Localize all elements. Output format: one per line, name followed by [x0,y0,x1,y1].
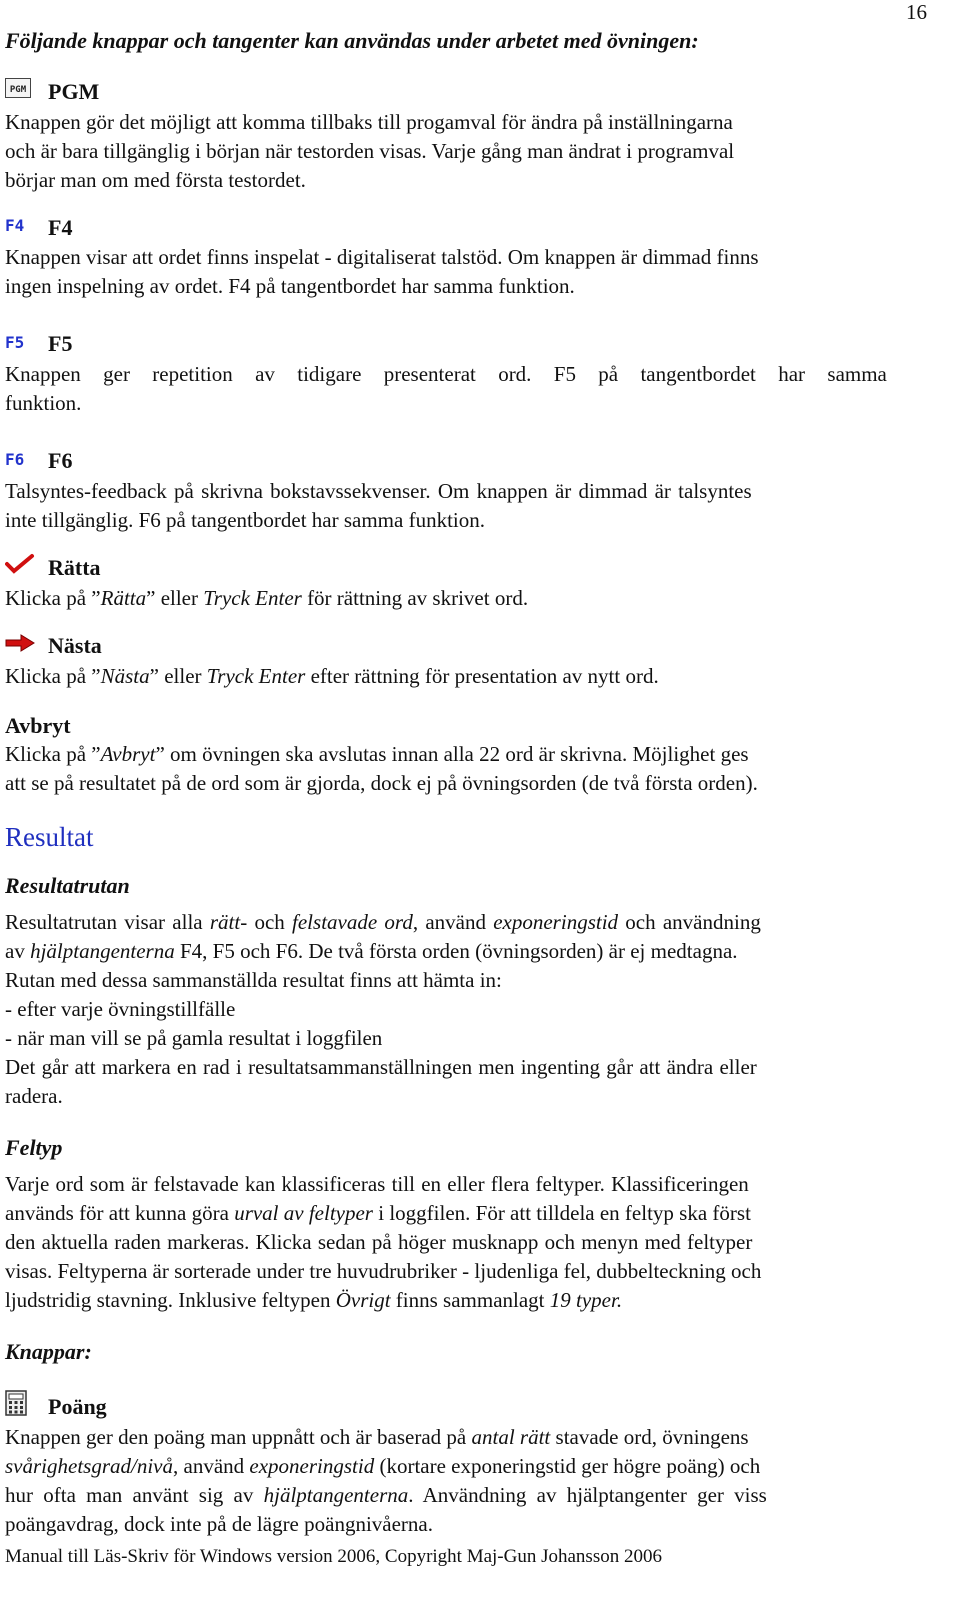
f6-title: F6 [48,448,73,473]
f5-word: samma [827,362,887,386]
f5-word: tidigare [297,362,362,386]
resultat-line-2: av hjälptangenterna F4, F5 och F6. De två första orden (övningsorden) är ej medtagna. [5,939,738,963]
nasta-c: ” eller [149,664,207,688]
f5-word: på [598,362,619,386]
avbryt-line-2: att se på resultatet på de ord som är gjorda, dock ej på övningsorden (de två första orden). [5,771,758,795]
avbryt-b: Avbryt [100,742,156,766]
resultat-line-5: - när man vill se på gamla resultat i loggfilen [5,1026,383,1050]
avbryt-line-1 [5,740,749,769]
f5-line-1 [5,360,887,389]
poang-line-4: poängavdrag, dock inte på de lägre poängnivåerna. [5,1512,433,1536]
f6-icon-text: F6 [5,450,25,468]
f4-line-2: ingen inspelning av ordet. F4 på tangentbordet har samma funktion. [5,274,575,298]
feltyp-line-4: visas. Feltyperna är sorterade under tre huvudrubriker - ljudenliga fel, dubbelteckning och [5,1259,762,1283]
page-number: 16 [906,0,927,24]
f5-title: F5 [48,331,73,356]
ratta-e: för rättning av skrivet ord. [301,586,529,610]
f5-line-2: funktion. [5,391,82,415]
nasta-line [5,662,659,691]
f5-icon-text: F5 [5,333,25,351]
resultat-heading: Resultat [5,822,94,852]
resultat-line-4: - efter varje övningstillfälle [5,997,236,1021]
ratta-d: Tryck Enter [203,586,302,610]
ratta-b: Rätta [100,586,147,610]
pgm-icon[interactable] [5,78,31,98]
page-footer: Manual till Läs-Skriv för Windows version 2006, Copyright Maj-Gun Johansson 2006 [5,1546,662,1567]
arrow-right-icon[interactable] [5,634,35,652]
f4-line-1: Knappen visar att ordet finns inspelat - digitaliserat talstöd. Om knappen är dimmad finns [5,245,759,269]
ratta-c: ” eller [146,586,204,610]
nasta-d: Tryck Enter [206,664,306,688]
poang-line-2: svårighetsgrad/nivå, använd exponeringstid (kortare exponeringstid ger högre poäng) och [5,1454,761,1478]
nasta-a: Klicka på ” [5,664,101,688]
pgm-line-2: och är bara tillgänglig i början när testorden visas. Varje gång man ändrat i programval [5,139,735,163]
checkmark-icon[interactable] [5,553,35,575]
nasta-b: Nästa [100,664,150,688]
pgm-line-3: börjar man om med första testordet. [5,168,306,192]
f5-word: F5 [553,362,576,386]
f5-word: Knappen [5,362,81,386]
resultat-line-1: Resultatrutan visar alla rätt- och felstavade ord, använd exponeringstid och användning [5,910,761,934]
feltyp-line-5: ljudstridig stavning. Inklusive feltypen Övrigt finns sammanlagt 19 typer. [5,1288,623,1312]
f5-word: tangentbordet [640,362,756,386]
avbryt-c: ” om övningen ska avslutas innan alla 22 ord är skrivna. Möjlighet ges [155,742,749,766]
f5-word: ger [103,362,130,386]
f5-word: presenterat [383,362,476,386]
intro-heading: Följande knappar och tangenter kan användas under arbetet med övningen: [5,28,699,53]
feltyp-line-3: den aktuella raden markeras. Klicka sedan på höger musknapp och menyn med feltyper [5,1230,753,1254]
feltyp-line-2: används för att kunna göra urval av feltyper i loggfilen. För att tilldela en feltyp ska först [5,1201,751,1225]
pgm-icon-text: PGM [9,85,27,95]
nasta-title: Nästa [48,633,102,658]
resultatrutan-subheading: Resultatrutan [5,873,130,898]
f4-icon[interactable] [5,216,35,234]
f5-icon[interactable] [5,333,35,351]
avbryt-title: Avbryt [5,713,71,738]
avbryt-a: Klicka på ” [5,742,101,766]
f5-word: av [255,362,275,386]
feltyp-subheading: Feltyp [5,1135,63,1160]
f6-line-2: inte tillgänglig. F6 på tangentbordet har samma funktion. [5,508,485,532]
resultat-line-7: radera. [5,1084,63,1108]
f6-icon[interactable] [5,450,35,468]
f5-word: ord. [498,362,532,386]
ratta-title: Rätta [48,555,101,580]
poang-line-1: Knappen ger den poäng man uppnått och är baserad på antal rätt stavade ord, övningens [5,1425,749,1449]
poang-line-3: hur ofta man använt sig av hjälptangenterna. Användning av hjälptangenter ger viss [5,1483,767,1507]
f6-line-1: Talsyntes-feedback på skrivna bokstavssekvenser. Om knappen är dimmad är talsyntes [5,479,752,503]
feltyp-line-1: Varje ord som är felstavade kan klassificeras till en eller flera feltyper. Klassificeringen [5,1172,749,1196]
calculator-icon[interactable] [5,1390,27,1416]
f5-word: har [778,362,806,386]
nasta-e: efter rättning för presentation av nytt ord. [305,664,659,688]
pgm-title: PGM [48,79,100,104]
f4-title: F4 [48,215,73,240]
ratta-line [5,584,528,613]
resultat-line-3: Rutan med dessa sammanställda resultat finns att hämta in: [5,968,502,992]
resultat-line-6: Det går att markera en rad i resultatsammanställningen men ingenting går att ändra eller [5,1055,757,1079]
f4-icon-text: F4 [5,216,25,234]
f5-word: repetition [152,362,233,386]
pgm-line-1: Knappen gör det möjligt att komma tillbaks till progamval för ändra på inställningarna [5,110,733,134]
knappar-subheading: Knappar: [5,1339,92,1364]
ratta-a: Klicka på ” [5,586,101,610]
poang-title: Poäng [48,1394,107,1419]
